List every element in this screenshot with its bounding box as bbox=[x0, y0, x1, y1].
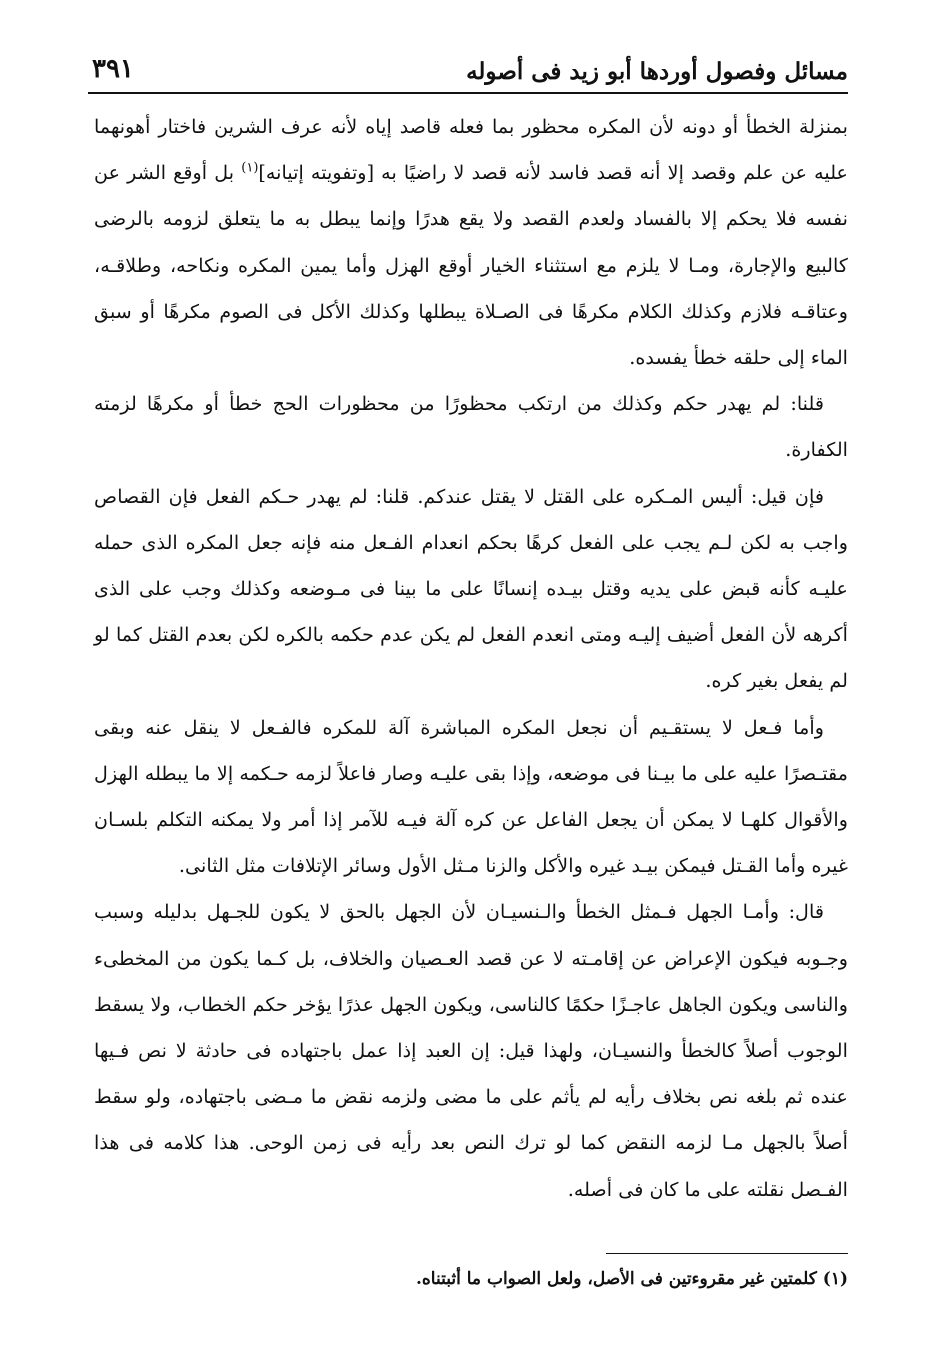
page-number: ٣٩١ bbox=[92, 54, 134, 84]
paragraph-1-text-cont: بل أوقع الشر عن نفسه فلا يحكم إلا بالفساد ولعدم القصد ولا يقع هدرًا وإنما يبطل به ما يتعلق لزومه بالرضى كالبيع والإجارة، ومـا لا يلزم مع استثناء الخيار أوقع الهزل وأما يمين المكره ونكاحه، وطلاقـه، وعتاقـه فلازم وكذلك الكلام مكرهًا فى الصـلاة يبطلها وكذلك الأكل فى الصوم مكرهًا أو سبق الماء إلى حلقه خطأ يفسده. bbox=[94, 161, 848, 370]
footnote-rule bbox=[606, 1253, 848, 1254]
running-title: مسائل وفصول أوردها أبو زيد فى أصوله bbox=[466, 58, 848, 85]
paragraph-5: قال: وأمـا الجهل فـمثل الخطأ والـنسيـان لأن الجهل بالحق لا يكون للجـهل بدليله وسبب وجـوبه فيكون الإعراض عن إقامـته لا عن قصد العـصيان والخلاف، بل كـما يكون من المخطىء والناسى ويكون الجاهل عاجـزًا حكمًا كالناسى، ويكون الجهل عذرًا يؤخر حكم الخطاب، ولا يسقط الوجوب أصلاً كالخطأ والنسيـان، ولهذا قيل: إن العبد إذا عمل باجتهاده فى حادثة لا نص فـيها عنده ثم بلغه نص بخلاف رأيه لم يأثم على ما مضى ولزمه نقض ما مـضى باجتهاده، ولو سقط أصلاً بالجهل مـا لزمه النقض كما لو ترك النص بعد رأيه فى زمن الوحى. هذا كلامه فى هذا الفـصل نقلته على ما كان فى أصله. bbox=[94, 900, 848, 1201]
paragraph-1 bbox=[94, 104, 848, 381]
paragraph-3: فإن قيل: أليس المـكره على القتل لا يقتل عندكم. قلنا: لم يهدر حـكم الفعل فإن القصاص واجب به لكن لـم يجب على الفعل كرهًا بحكم انعدام الفـعل منه فإنه جعل المكره الذى حمله عليـه كأنه قبض على يديه وقتل بيـده إنسانًا على ما بينا فى مـوضعه وكذلك وجب على الذى أكرهه لأن الفعل أضيف إليـه ومتى انعدم الفعل لم يكن عدم حكمه بالكره لكن بعدم القتل كما لو لم يفعل بغير كره. bbox=[94, 484, 848, 693]
paragraph-1-text: بمنزلة الخطأ أو دونه لأن المكره محظور بما فعله قاصد إياه لأنه عرف الشرين فاختار أهونهما عليه عن علم وقصد إلا أنه قصد فاسد لأنه قصد لا راضيًا به [وتفويته إتيانه] bbox=[94, 115, 849, 185]
paragraph-4: وأما فـعل لا يستقـيم أن نجعل المكره المباشرة آلة للمكره فالفـعل لا ينقل عنه وبقى مقتـصرًا عليه على ما بيـنا فى موضعه، وإذا بقى عليـه وصار فاعلاً لزمه حـكمه إلا ما يبطله الهزل والأقوال كلهـا لا يمكن أن يجعل الفاعل عن كره آلة فيـه للآمر إذا أمر ولا يمكنه التكلم بلسـان غيره وأما القـتل فيمكن بيـد غيره والأكل والزنا مـثل الأول وسائر الإتلافات مثل الثانى. bbox=[94, 715, 848, 878]
footnote-1: (١) كلمتين غير مقروءتين فى الأصل، ولعل الصواب ما أثبتناه. bbox=[415, 1269, 848, 1289]
paragraph-2: قلنا: لم يهدر حكم وكذلك من ارتكب محظورًا من محظورات الحج خطأ أو مكرهًا لزمته الكفارة. bbox=[94, 392, 848, 462]
main-text bbox=[94, 104, 848, 1213]
page-header bbox=[88, 52, 848, 94]
header-rule bbox=[88, 92, 848, 94]
footnote-ref-1: (١) bbox=[241, 160, 259, 176]
